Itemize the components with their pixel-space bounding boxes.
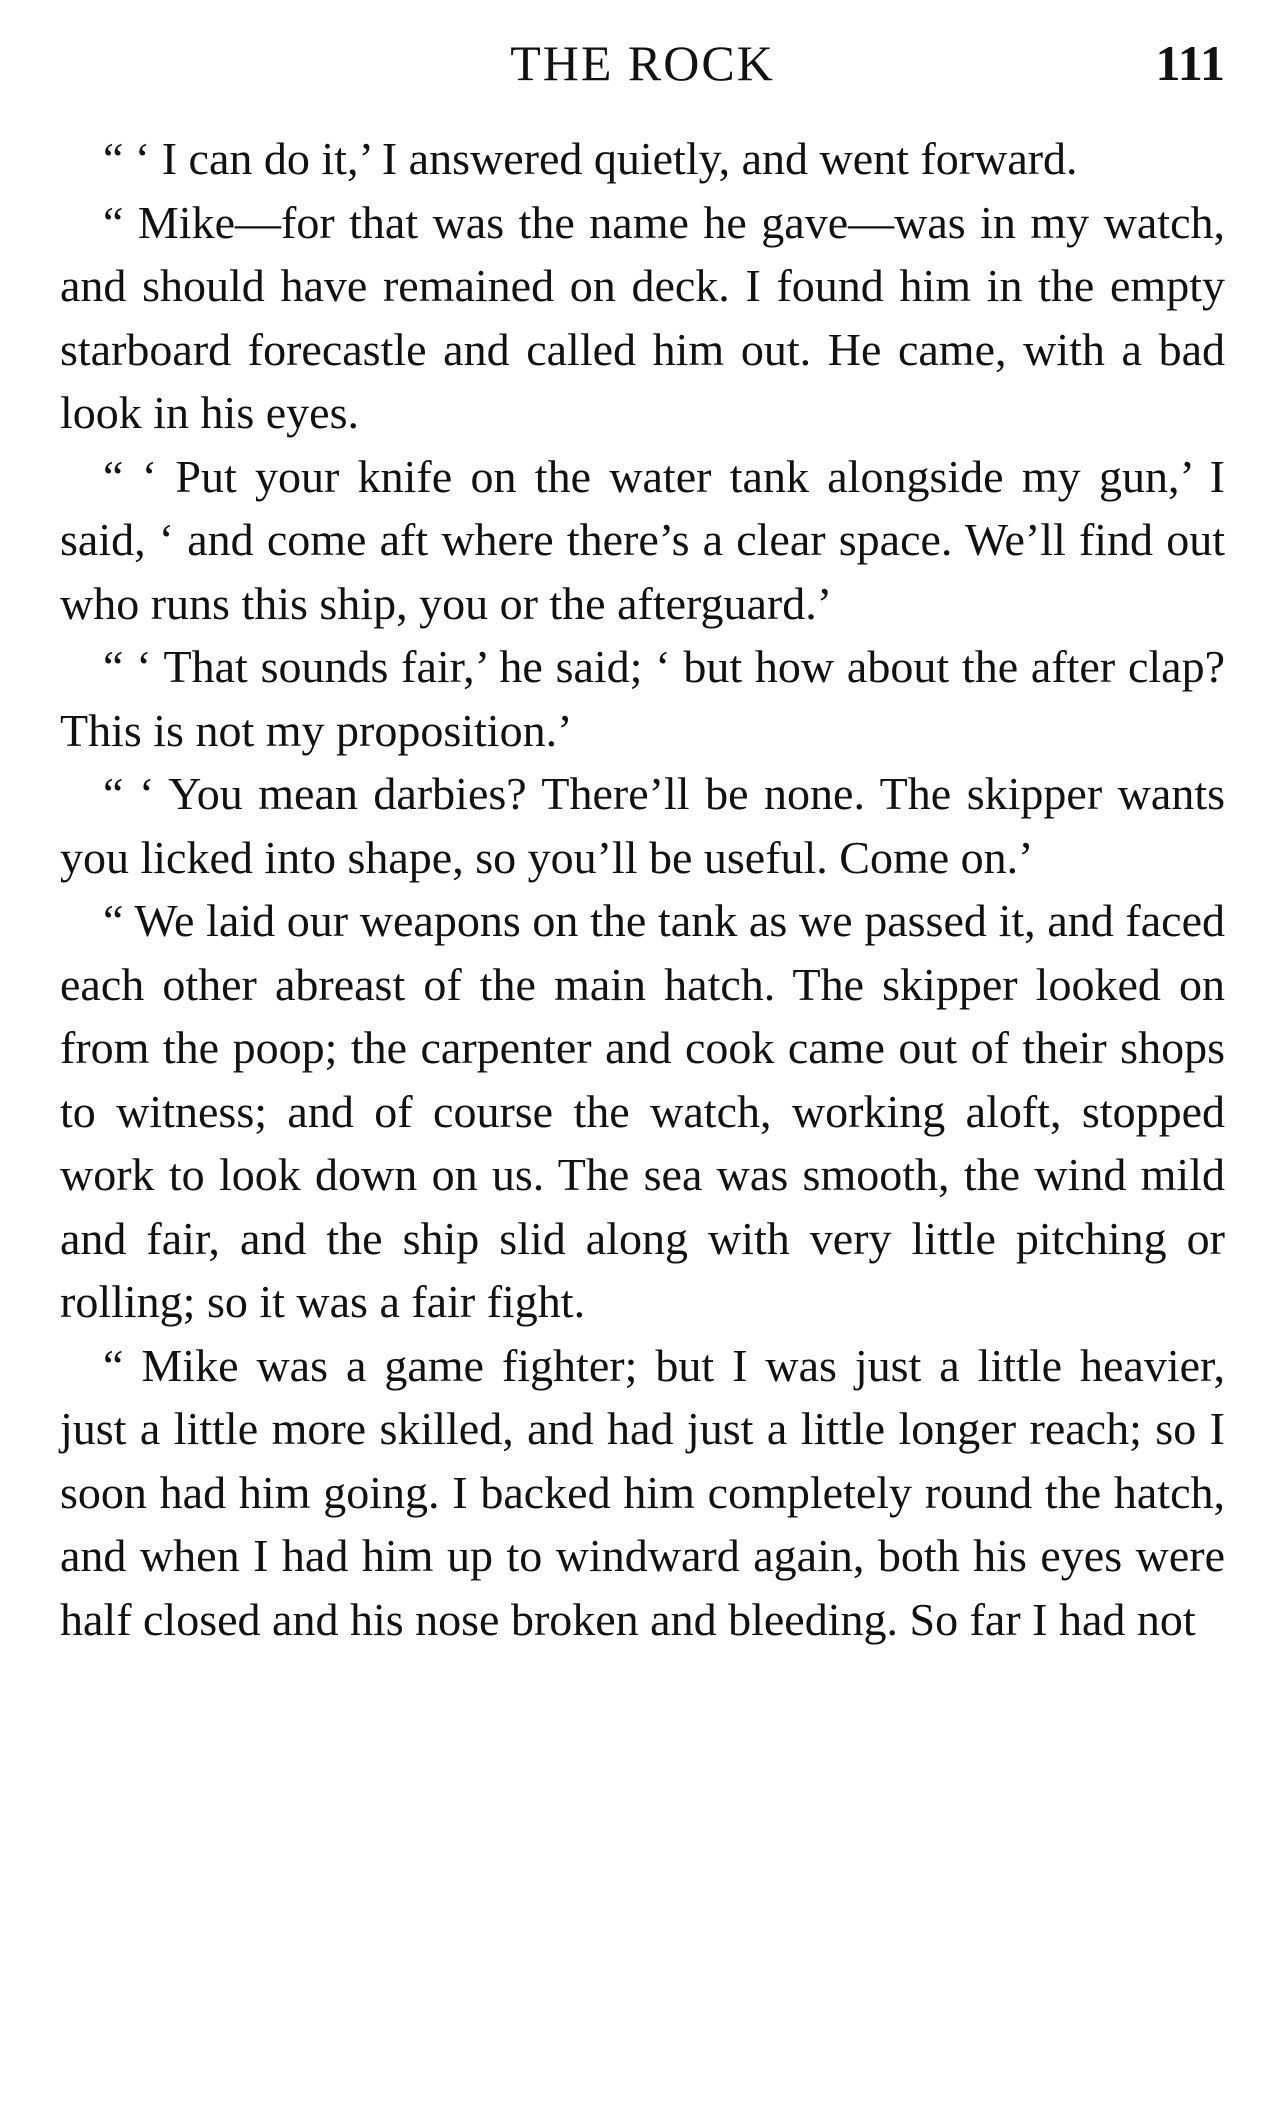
paragraph: “ ‘ You mean darbies? There’ll be none. The skipper wants you licked into shape, so you’ll be useful. Come on.’ — [60, 768, 1225, 883]
paragraph: “ ‘ That sounds fair,’ he said; ‘ but how about the after clap? This is not my proposition.’ — [60, 641, 1225, 756]
running-title: THE ROCK — [510, 35, 775, 91]
paragraph: “ ‘ I can do it,’ I answered quietly, and went forward. — [103, 133, 1078, 184]
running-head — [60, 28, 1225, 98]
paragraph: “ ‘ Put your knife on the water tank alongside my gun,’ I said, ‘ and come aft where there’s a clear space. We’ll find out who runs this ship, you or the afterguard.’ — [60, 450, 1225, 629]
paragraph: “ We laid our weapons on the tank as we passed it, and faced each other abreast of the main hatch. The skipper looked on from the poop; the carpenter and cook came out of their shops to witness; and of course the watch, working aloft, stopped work to look down on us. The sea was smooth, the wind mild and fair, and the ship slid along with very little pitching or rolling; so it was a fair fight. — [60, 895, 1225, 1327]
paragraph: “ Mike was a game fighter; but I was just a little heavier, just a little more skilled, and had just a little longer reach; so I soon had him going. I backed him completely round the hatch, and when I had him up to windward again, both his eyes were half closed and his nose broken and bleeding. So far I had not — [60, 1339, 1225, 1645]
paragraph: “ Mike—for that was the name he gave—was in my watch, and should have remained on deck. I found him in the empty starboard forecastle and called him out. He came, with a bad look in his eyes. — [60, 196, 1225, 438]
body-text — [60, 127, 1225, 1651]
page-number: 111 — [1155, 35, 1225, 91]
